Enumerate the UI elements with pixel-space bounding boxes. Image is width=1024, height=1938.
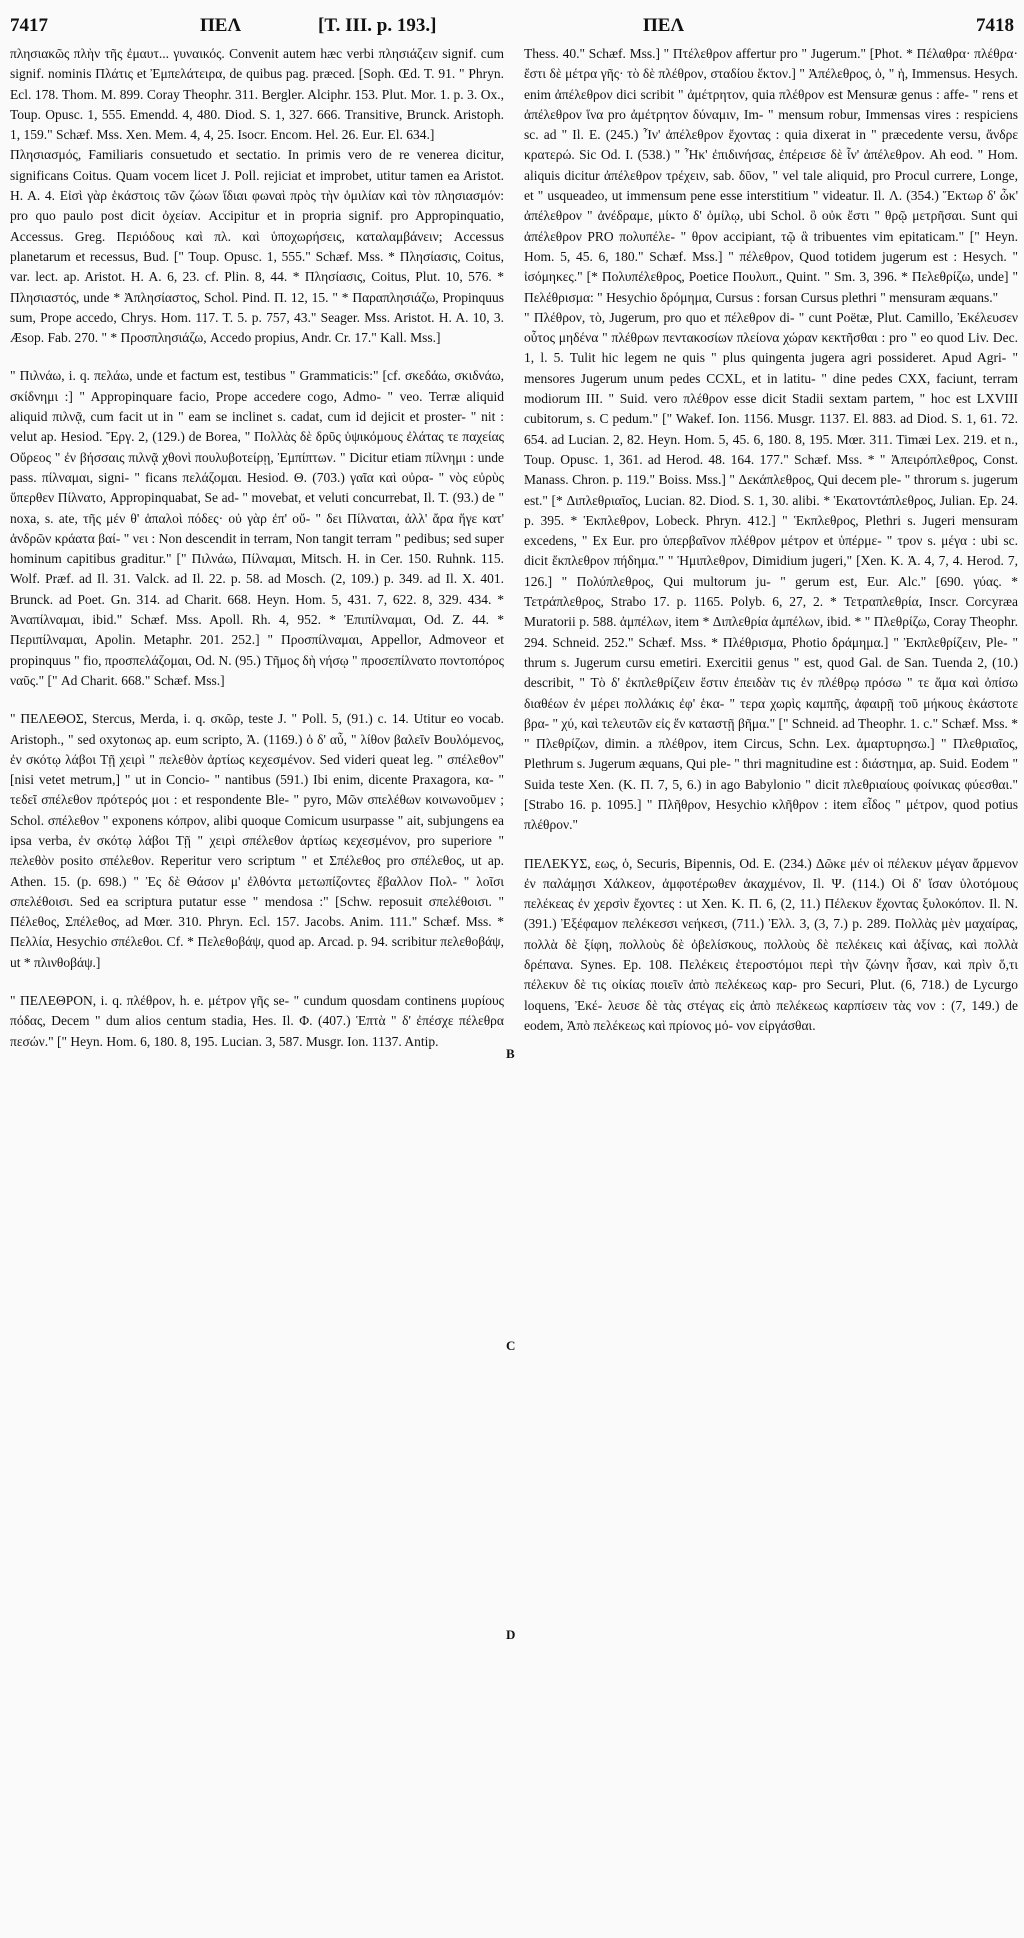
right-column-number: 7418 [976,15,1014,36]
left-running-headword: ΠΕΛ [200,15,242,36]
right-text-column [524,44,1018,1928]
page-header [0,0,1024,44]
entry-plesiasmos: Πλησιασμός, Familiaris consuetudo et sectatio. In primis vero de re venerea dicitur, significans Coitus. Quam vocem licet J. Poll. rejiciat et improbet, utitur tamen ea Aristot. H. A. 4. Εἰσὶ γὰρ ἑκάστοις τῶν ζώων ἴδιαι φωναὶ πρὸς τὴν ὁμιλίαν καὶ τὸν πλησιασμόν: pro quo paulo post dicit ὀχείαν. Accipitur et in propria signif. pro Appropinquatio, Accessus. Greg. Περιόδους καὶ πλ. καὶ ὑποχωρήσεις, καταλαμβάνειν; Accessus planetarum et recessus, Bud. [" Toup. Opusc. 1, 555." Schæf. Mss. * Πλησίασις, Coitus, var. lect. ap. Aristot. H. A. 6, 23. cf. Plin. 8, 44. * Πλησίασις, Coitus, Plut. 10, 576. * Πλησιαστός, unde * Ἀπλησίαστος, Schol. Pind. Π. 12, 15. " * Παραπλησιάζω, Propinquus sum, Prope accedo, Chrys. Hom. 117. T. 5. p. 757, 43." Seager. Mss. Aristot. H. A. 10, 3. Æsop. Fab. 270. " * Προσπλησιάζω, Accedo propius, Andr. Cr. 17." Kall. Mss.] [10,147,504,346]
volume-page-reference: [T. III. p. 193.] [318,15,437,36]
entry-pelethos: " ΠΕΛΕΘΟΣ, Stercus, Merda, i. q. σκῶρ, teste J. " Poll. 5, (91.) c. 14. Utitur eo vocab. Aristoph., " sed oxytonως ap. eum scripto, Ἀ. (1169.) ὁ δ' αὖ, " λίθον βαλεῖν Βουλόμενος, ἐν σκότῳ λάβοι Τῇ χειρὶ " πελεθὸν ἀρτίως κεχεσμένον. Sed videri queat leg. " σπέλεθον" [nisi vetet metrum,] " ut in Concio- " nantibus (591.) Ibi enim, dicente Praxagora, κα- " τεδεῖ σπέλεθον πρότερός μοι : et respondente Ble- " pyro, Μῶν σπελέθων κοινωνοῦμεν ; Schol. σπέλεθον " exponens κόπρον, alibi quoque Comicum usurpasse " ait, subjungens ea ipsa verba, ἐν σκότῳ λάβοι Τῇ " χειρὶ σπέλεθον ἀρτίως κεχεσμένον, pro superiore " πελεθὸν posito σπέλεθον. Reperitur vero scriptum " et Σπέλεθος pro σπέλεθος, ut ap. Athen. 15. (p. 698.) " Ἐς δὲ Θάσον μ' ἐλθόντα μετωπίζοντες ἔβαλλον Πολ- " λοῖσι σπελέθοισι. Sed ea scriptura putatur esse " mendosa :" [Schw. reposuit σπελέθοισι. " Πέλεθος, Σπέλεθος, ad Mœr. 310. Phryn. Ecl. 157. Jacobs. Anim. 111." Schæf. Mss. * Πελλία, Hesychio σπέλεθοι. Cf. * Πελεθοβάψ, quod ap. Arcad. p. 94. scribitur πελεθοβάψ, ut * πλινθοβάψ.] [10,711,504,970]
entry-plethron: " Πλέθρον, τὸ, Jugerum, pro quo et πέλεθρον di- " cunt Poëtæ, Plut. Camillo, Ἐκέλευσεν οὗτος μηδένα " πλέθρων πεντακοσίων πλείονα χώραν κεκτῆσθαι : pro " eo quod Liv. Dec. 1, l. 5. Tulit hic legem ne quis " plus quingenta jugera agri possideret. Apud Agri- " mensores Jugerum unum pedes CCXL, et in latitu- " dine pedes CXX, faciunt, terram modiorum III. " Suid. vero πλέθρον esse dicit Stadii sextam partem, " hoc est LXVIII cubitorum, s. C pedum." [" Wakef. Ion. 1156. Musgr. 1137. El. 883. ad Diod. S. 1, 61. 72. 654. ad Lucian. 2, 82. Heyn. Hom. 5, 45. 6, 180. 8, 195. Mœr. 311. Timæi Lex. 219. et n., Toup. Opusc. 1, 361. ad Herod. 48. 164. 177." Schæf. Mss. * " Ἀπειρόπλεθρος, Const. Manass. Chron. p. 119." Boiss. Mss.] " Δεκάπλεθρος, Qui decem ple- " throrum s. jugerum est." [* Διπλεθριαῖος, Lucian. 82. Diod. S. 1, 30. alibi. * Ἑκατοντάπλεθρος, Julian. Ep. 24. p. 395. * Ἑκπλεθρον, Lobeck. Phryn. 412.] " Ἑκπλεθρος, Plethri s. Jugeri mensuram excedens, " Ex Eur. pro ὑπερβαῖνον πλέθρον μέτρον et ὑπέρμε- " τρον s. μέγα : ubi sc. dicit ἔκπλεθρον πήδημα." " Ἡμιπλεθρον, Dimidium jugeri," [Xen. K. Ἀ. 4, 7, 4. Herod. 7, 126.] " Πολύπλεθρος, Qui multorum ju- " gerum est, Eur. Alc." [690. γύας. * Τετράπλεθρος, Strabo 17. p. 1165. Polyb. 6, 27, 2. * Τετραπλεθρία, Inscr. Corcyræa Muratorii p. 588. ἀμπέλων, item * Διπλεθρία ἀμπέλων, ibid. * " Πλεθρίζω, Coray Theophr. 294. Schneid. 252." Schæf. Mss. * Πλέθρισμα, Photio δράμημα.] " Ἐκπλεθρίζειν, Ple- " thrum s. Jugerum cursu emetiri. Exercitii genus " est, quod Gal. de San. Tuenda 2, (10.) describit, " Τὸ δ' ἐκπλεθρίζειν ἔστιν ἐπειδὰν τις ἐν πλέθρῳ πρόσω " τε ἅμα καὶ ὀπίσω διαθέων ἐν μέρει πολλάκις ἐφ' ἑκα- " τερα χωρὶς καμπῆς, ἀφαιρῇ τοῦ μήκους ἑκάστοτε βρα- " χύ, καὶ τελευτῶν εἰς ἕν καταστῇ βῆμα." [" Schneid. ad Theophr. 1. c." Schæf. Mss. * " Πλεθρίζων, dimin. a πλέθρον, item Circus, Schn. Lex. ἀμαρτυρησω.] " Πλεθριαῖος, Plethrum s. Jugerum æquans, Qui ple- " thri magnitudine est : διάστημα, ap. Suid. Eodem " Suida teste Xen. (K. Π. 7, 5, 6.) in ago Babylonio " dicit πλεθριαίους φοίνικας φύεσθαι." [Strabo 16. p. 1095.] " Πλῆθρον, Hesychio κλῆθρον : item εἶδος " μέτρον, quod potius πλέθρον." [524,309,1018,833]
left-text-column [10,44,504,1928]
section-marker-b: B [506,1046,515,1061]
entry-pelethron-continuation: Thess. 40." Schæf. Mss.] " Πτέλεθρον affertur pro " Jugerum." [Phot. * Πέλαθρα· πλέθρα· ἔστι δὲ μέτρα γῆς· τὸ δὲ πλέθρον, σταδίου ἕκτον.] " Ἀπέλεθρος, ὁ, " ἡ, Immensus. Hesych. enim ἀπέλεθρον dici scribit " ἀμέτρητον, quia πλέθρον est Mensuræ genus : affe- " rens et ἀπέλεθρον ἵνα pro ἀμέτρητον δύναμιν, Im- " mensum robur, Immensas vires : respiciens sc. ad " Il. E. (245.) Ἶν' ἀπέλεθρον ἔχοντας : quia dixerat in " præcedente versu, ἄνδρε κρατερώ. Sic Od. I. (538.) " Ἦκ' ἐπιδινήσας, ἐπέρεισε δὲ ἶν' ἀπέλεθρον. Ah eod. " Hom. aliquis dicitur ἀπέλεθρον τρέχειν, sab. δῦον, " vel tale aliquid, pro Procul currere, Longe, et " usqueadeo, ut immensum pene esse interstitium " videatur. Il. Λ. (354.) Ἕκτωρ δ' ὦκ' ἀπέλεθρον " ἀνέδραμε, μίκτο δ' ὁμίλῳ, ubi Schol. ὃ οὐκ ἔστι " θρῷ μετρῆσαι. Sunt qui ἀπέλεθρον PRO πολυπέλε- " θρον accipiant, τῷ ἃ tribuentes vim epitaticam." [" Heyn. Hom. 5, 45. 6, 180." Schæf. Mss.] " πέλεθρον, Quod totidem jugerum est : Hesych. " ἰσόμηκες." [* Πολυπέλεθρος, Poetice Πουλυπ., Quint. " Sm. 3, 396. * Πελεθρίζω, unde] " Πελέθρισμα: " Hesychio δρόμημα, Cursus : forsan Cursus plethri " mensuram æquans." [524,46,1018,305]
section-marker-c: C [506,1338,516,1353]
entry-pelethron: " ΠΕΛΕΘΡΟΝ, i. q. πλέθρον, h. e. μέτρον γῆς se- " cundum quosdam continens μυρίους πόδας, Decem " dum alios centum stadia, Hes. Il. Φ. (407.) Ἑπτὰ " δ' ἐπέσχε πέλεθρα πεσών." [" Heyn. Hom. 6, 180. 8, 195. Lucian. 3, 587. Musgr. Ion. 1137. Antip. [10,993,504,1049]
right-running-headword: ΠΕΛ [643,15,685,36]
entry-pelekys: ΠΕΛΕΚΥΣ, εως, ὁ, Securis, Bipennis, Od. E. (234.) Δῶκε μέν οἱ πέλεκυν μέγαν ἄρμενον ἐν παλάμῃσι Χάλκεον, ἀμφοτέρωθεν ἀκαχμένον, Il. Ψ. (114.) Οἱ δ' ἴσαν ὑλοτόμους πελέκεας ἐν χερσὶν ἔχοντες : ut Xen. K. Π. 6, (2, 11.) Πέλεκυν ἔχοντας ξυλοκόπον. Il. N. (391.) Ἐξέφαμον πελέκεσσι νεήκεσι, (711.) Ἐλλ. 3, (3, 7.) p. 289. Πολλὰς μὲν μαχαίρας, πολλὰ δὲ ξίφη, πολλοὺς δὲ ὀβελίσκους, πολλοὺς δὲ πελέκεις καὶ ἀξίνας, καὶ πολλὰ δρέπανα. Synes. Ep. 108. Πελέκεις ἑτεροστόμοι περὶ τὴν ζώνην ἦσαν, καὶ πρὶν ὅ,τι πέλεκυν δὲ τις οἰκίας ποιεῖν ἀπὸ πελέκεως καρ- pro Securi, Plut. (6, 718.) de Lycurgo loquens, Ἐκέ- λευσε δὲ τὰς στέγας εἰς ἀπὸ πελέκεως καρπίσειν τὰς νον : (7, 149.) de eodem, Ἀπὸ πελέκεως καὶ πρίονος μό- νον εἰργάσθαι. [524,855,1018,1033]
entry-plesiakos-continuation: πλησιακῶς πλὴν τῆς ἐμαυτ... γυναικός. Convenit autem hæc verbi πλησιάζειν signif. cum signif. nominis Πλάτις et Ἐμπελάτειρα, de quibus pag. præced. [Soph. Œd. T. 91. " Phryn. Ecl. 178. Thom. M. 899. Coray Theophr. 311. Bergler. Alciphr. 153. Plut. Mor. 1. p. 3. Ox., Toup. Opusc. 1, 555. Emendd. 4, 480. Diod. S. 1, 327. 666. Transitive, Brunck. Aristoph. 1, 159." Schæf. Mss. Xen. Mem. 4, 4, 25. Isocr. Encom. Hel. 26. Eur. El. 634.] [10,46,504,143]
entry-pilnao: " Πιλνάω, i. q. πελάω, unde et factum est, testibus " Grammaticis:" [cf. σκεδάω, σκιδνάω, σκίδνημι :] " Appropinquare facio, Prope accedere cogo, Admo- " veo. Terræ aliquid aliquid πιλνᾷ, cum facit ut in " eam se inclinet s. cadat, cum id dejicit et proster- " nit : velut ap. Hesiod. Ἔργ. 2, (129.) de Borea, " Πολλὰς δὲ δρῦς ὑψικόμους ἐλάτας τε παχείας Οὔρεος " ἐν βήσσαις πιλνᾷ χθονὶ πουλυβοτείρῃ, Ἐμπίπτων. " Dicitur etiam πίλνημι : unde pass. πίλναμαι, signi- " ficans πελάζομαι. Hesiod. Θ. (703.) γαῖα καὶ οὐρα- " νὸς εὐρὺς ὕπερθεν Πίλνατο, Appropinquabat, Se ad- " movebat, et veluti concurrebat, Il. T. (93.) de " noxa, s. ate, τῆς μέν θ' ἁπαλοὶ πόδες· οὐ γὰρ ἐπ' οὔ- " δει Πίλναται, ἀλλ' ἄρα ἥγε κατ' ἀνδρῶν κράατα βαί- " νει : Non descendit in terram, Non tangit terram " pedibus; sed super hominum capitibus graditur." [" Πιλνάω, Πίλναμαι, Mitsch. H. in Cer. 150. Ruhnk. 115. Wolf. Præf. ad Il. 31. Valck. ad Il. 22. p. 58. ad Mosch. (2, 109.) p. 349. ad Il. X. 401. Brunck. ad Poet. Gn. 314. ad Charit. 668. Heyn. Hom. 5, 431. 7, 622. 8, 329. 434. * Ἀναπίλναμαι, ibid." Schæf. Mss. Apoll. Rh. 4, 952. * Ἐπιπίλναμαι, Od. Z. 44. * Περιπίλναμαι, Apolin. Metaphr. 201. 252.] " Προσπίλναμαι, Appellor, Admoveor et propinquus " fio, προσπελάζομαι, Od. N. (95.) Τῆμος δὴ νήσῳ " προσεπίλνατο ποντοπόρος ναῦς." [" Ad Charit. 668." Schæf. Mss.] [10,368,504,688]
section-marker-d: D [506,1627,516,1642]
left-column-number: 7417 [10,15,48,36]
